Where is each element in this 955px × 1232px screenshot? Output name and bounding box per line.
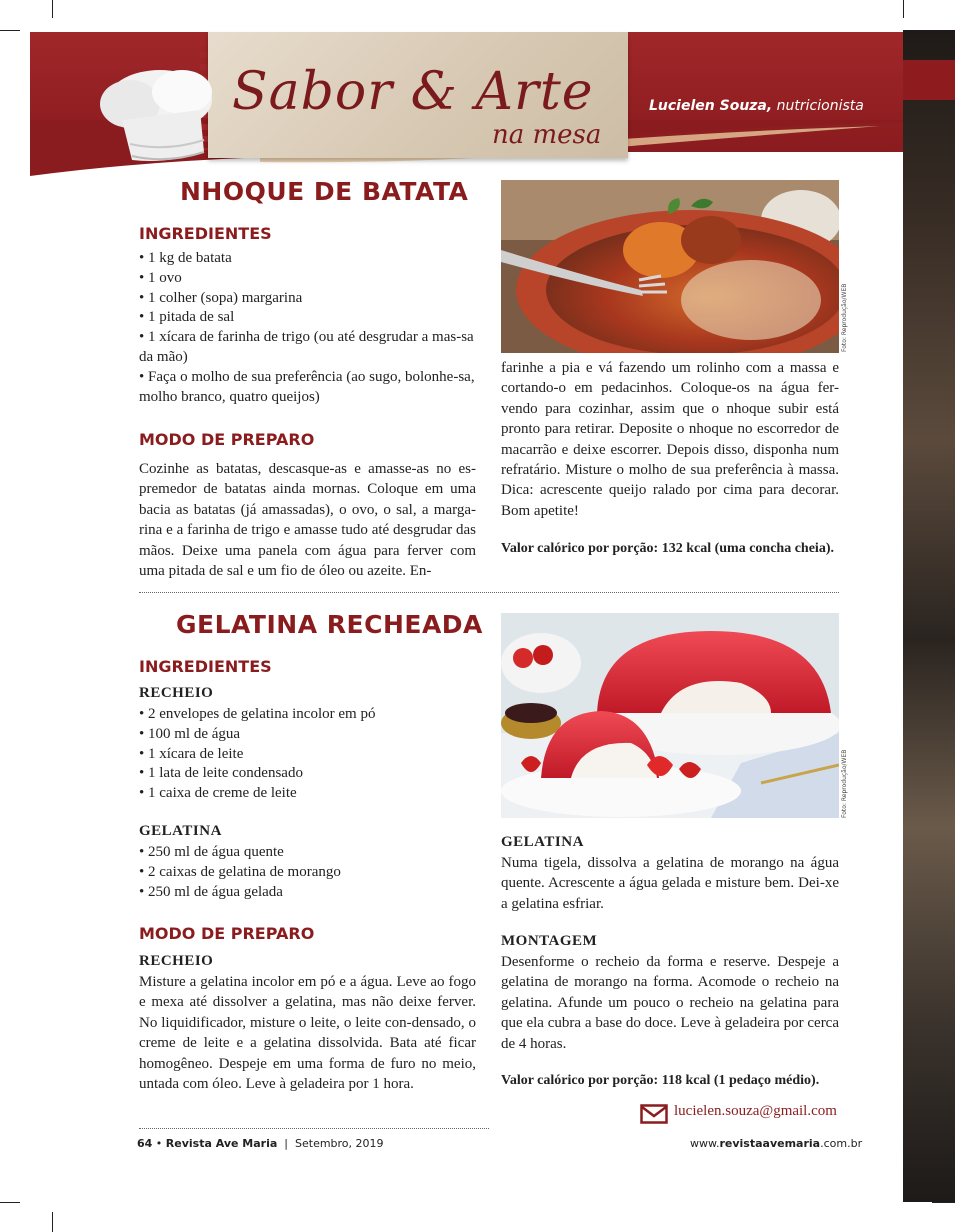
- website-name: revistaavemaria: [719, 1137, 821, 1150]
- recipe1-title: NHOQUE DE BATATA: [180, 177, 469, 206]
- website-prefix: www.: [690, 1137, 720, 1150]
- header-title: Sabor & Arte: [232, 62, 594, 122]
- adjacent-page-photo: [903, 30, 955, 1202]
- magazine-name: Revista Ave Maria: [165, 1137, 278, 1150]
- header-subtitle: na mesa: [492, 120, 602, 150]
- recipe1-method-text-col2: farinhe a pia e vá fazendo um rolinho com a massa e cortando-o em pedacinhos. Coloque-os na água fer-vendo para cozinhar, assim que o nhoque subir está pronto para retirar. Deposite o nhoque no escorredor de macarrão e deixe escorrer. Depois disso, disponha num refratário. Misture o molho de sua preferência à massa. Dica: acrescente queijo ralado por cima para decorar. Bom apetite!: [501, 360, 839, 519]
- crop-mark: [0, 30, 20, 31]
- recipe1-calories: Valor calórico por porção: 132 kcal (uma concha cheia).: [501, 541, 834, 556]
- gelatin-photo: [501, 613, 839, 818]
- recipe2-method-filling-text: Misture a gelatina incolor em pó e a água. Leve ao fogo e mexa até dissolver a gelatina, mas não deixe ferver. No liquidificador, misture o leite, o leite con-densado, o creme de leite e a gelatina dissolvida. Bata até ficar homogêneo. Despeje em uma forma de furo no meio, untada com óleo. Leve à geladeira por 1 hora.: [139, 974, 476, 1093]
- issue-date: Setembro, 2019: [295, 1137, 384, 1150]
- crop-mark: [52, 1212, 53, 1232]
- gnocchi-photo: [501, 180, 839, 353]
- crop-mark: [932, 1202, 955, 1203]
- recipe1-photo-credit: Foto: Reprodução/WEB: [841, 283, 848, 352]
- list-item: • 1 pitada de sal: [139, 308, 476, 328]
- website-suffix: .com.br: [820, 1137, 863, 1150]
- author-name: Lucielen Souza,: [649, 98, 773, 114]
- list-item: • 1 kg de batata: [139, 249, 476, 269]
- chef-hat-icon: [72, 52, 222, 172]
- author-role: nutricionista: [776, 98, 864, 114]
- adjacent-page-band: [903, 60, 955, 100]
- recipe2-method-gelatin-heading: GELATINA: [501, 834, 584, 850]
- recipe2-calories: Valor calórico por porção: 118 kcal (1 pedaço médio).: [501, 1073, 820, 1088]
- recipe1-method-text-col1: Cozinhe as batatas, descasque-as e amasse-as no es-premedor de batatas ainda mornas. Coloque em uma bacia as batatas (já amassadas), o ovo, o sal, a marga-rina e a farinha de trigo e amasse tudo até desgrudar das mãos. Deixe uma panela com água para ferver com uma pitada de sal e um fio de óleo ou azeite. En-: [139, 461, 476, 580]
- list-item: • 2 envelopes de gelatina incolor em pó: [139, 705, 476, 725]
- recipe2-assembly-heading: MONTAGEM: [501, 933, 598, 949]
- recipe2-method-filling-heading: RECHEIO: [139, 953, 214, 969]
- recipe1-ingredients-heading: INGREDIENTES: [139, 224, 272, 243]
- recipe2-method-gelatin-text: Numa tigela, dissolva a gelatina de morango na água quente. Acrescente a água gelada e misture bem. Dei-xe a gelatina esfriar.: [501, 855, 839, 912]
- crop-mark: [903, 0, 904, 18]
- list-item: • 1 xícara de farinha de trigo (ou até desgrudar a mas-sa da mão): [139, 328, 476, 368]
- recipe2-gelatin-heading: GELATINA: [139, 823, 222, 839]
- recipe2-method-heading: MODO DE PREPARO: [139, 924, 315, 943]
- list-item: • 1 colher (sopa) margarina: [139, 289, 476, 309]
- website-link[interactable]: [690, 1137, 862, 1150]
- list-item: • 1 lata de leite condensado: [139, 764, 476, 784]
- mail-icon: [640, 1104, 668, 1124]
- author-credit: [649, 98, 864, 114]
- list-item: • 100 ml de água: [139, 725, 476, 745]
- recipe2-gelatin-list: [139, 843, 476, 902]
- recipe2-filling-list: [139, 705, 476, 804]
- list-item: • 250 ml de água quente: [139, 843, 476, 863]
- gelatin-image: [501, 613, 839, 818]
- recipe1-ingredients-list: [139, 249, 476, 407]
- page-number: 64: [137, 1137, 153, 1150]
- footer-folio: 64 • Revista Ave Maria | Setembro, 2019: [137, 1137, 384, 1150]
- recipe2-photo-credit: Foto: Reprodução/WEB: [841, 749, 848, 818]
- gnocchi-image: [501, 180, 839, 353]
- list-item: • 2 caixas de gelatina de morango: [139, 863, 476, 883]
- list-item: • 250 ml de água gelada: [139, 883, 476, 903]
- footer-divider: [139, 1128, 489, 1129]
- contact-email-link[interactable]: lucielen.souza@gmail.com: [674, 1103, 837, 1119]
- list-item: • Faça o molho de sua preferência (ao sugo, bolonhe-sa, molho branco, quatro queijos): [139, 368, 476, 408]
- recipe2-assembly-text: Desenforme o recheio da forma e reserve. Despeje a gelatina de morango na forma. Acomode o recheio na gelatina. Afunde um pouco o recheio na gelatina para que ela cubra a base do doce. Leve à geladeira por cerca de 4 horas.: [501, 954, 839, 1052]
- crop-mark: [52, 0, 53, 18]
- recipe2-filling-heading: RECHEIO: [139, 685, 214, 701]
- recipe2-ingredients-heading: INGREDIENTES: [139, 657, 272, 676]
- recipe-divider: [139, 592, 839, 593]
- crop-mark: [0, 1202, 20, 1203]
- list-item: • 1 ovo: [139, 269, 476, 289]
- recipe1-method-heading: MODO DE PREPARO: [139, 430, 315, 449]
- list-item: • 1 caixa de creme de leite: [139, 784, 476, 804]
- list-item: • 1 xícara de leite: [139, 745, 476, 765]
- recipe2-title: GELATINA RECHEADA: [176, 610, 483, 639]
